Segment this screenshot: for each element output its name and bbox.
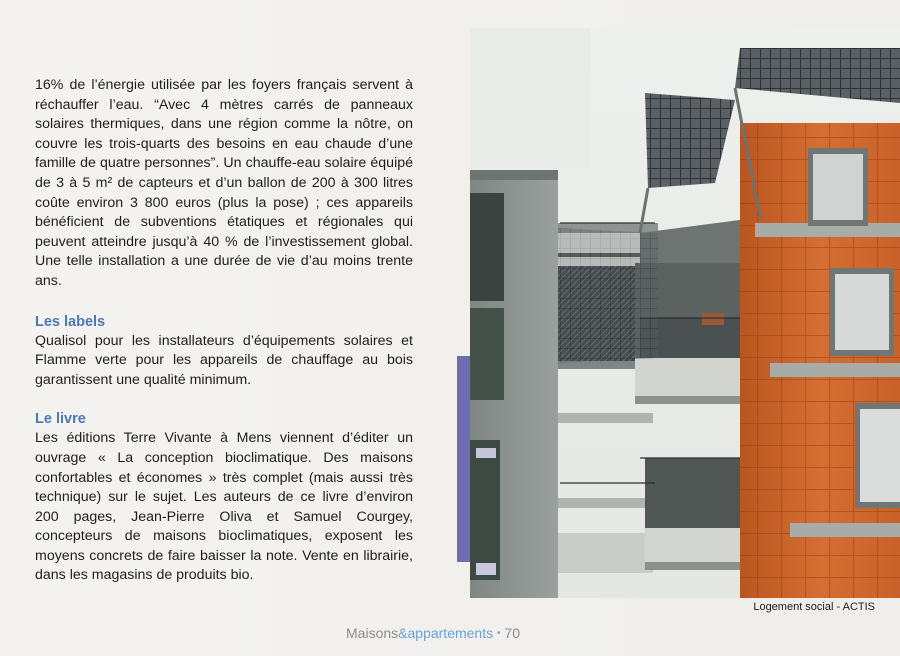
body-paragraph-labels: Qualisol pour les installateurs d’équipements solaires et Flamme verte pour les appareils de chauffage au bois garantissent une qualité minimum. [35, 332, 413, 388]
section-title-livre: Le livre [35, 411, 86, 428]
footer-brand-amp: & [398, 625, 408, 641]
body-paragraph-intro: 16% de l’énergie utilisée par les foyers français servent à réchauffer l’eau. “Avec 4 mètres carrés de panneaux solaires thermiques, dans une région comme la nôtre, on couvre les trois-quarts des besoins en eau chaude d’une famille de quatre personnes”. Un chauffe-eau solaire équipé de 3 à 5 m² de capteurs et d’un ballon de 200 à 300 litres coûte environ 3 800 euros (plus la pose) ; ces appareils bénéficient de subventions étatiques et régionales qui peuvent atteindre jusqu’à 40 % de l’investissement global. Une telle installation a une durée de vie d’au moins trente ans. [35, 77, 413, 289]
photo-caption: Logement social - ACTIS [753, 601, 875, 613]
body-paragraph-livre: Les éditions Terre Vivante à Mens viennent d’éditer un ouvrage « La conception bioclimatique. Des maisons confortables et économes » très complet (mais aussi très technique) sur le sujet. Les auteurs de ce livre d’environ 200 pages, Jean-Pierre Oliva et Samuel Courgey, concepteurs de maisons bioclimatiques, exposent les moyens concrets de faire baisser la note. Vente en librairie, dans les magasins de produits bio. [35, 430, 413, 584]
footer-separator: • [497, 628, 501, 639]
building-photo [470, 28, 900, 598]
page-footer [0, 625, 866, 641]
section-title-labels: Les labels [35, 313, 106, 330]
article-text-column [35, 76, 413, 586]
footer-brand-part2: appartements [407, 625, 494, 641]
page-number: 70 [504, 625, 520, 641]
accent-bar [457, 356, 470, 562]
footer-brand-part1: Maisons [346, 625, 399, 641]
